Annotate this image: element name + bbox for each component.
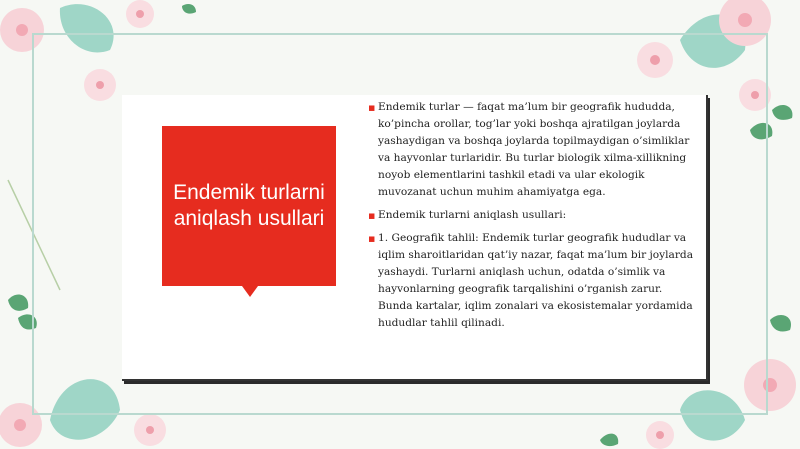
- bullet-item: [368, 230, 698, 332]
- bullet-icon: ▪: [368, 101, 376, 114]
- bullet-list: [368, 99, 698, 332]
- flower-icon: [126, 0, 154, 28]
- slide-title-box: [162, 126, 336, 286]
- leaf-sprig-icon: [8, 294, 28, 310]
- bullet-item: [368, 207, 698, 224]
- bullet-text: 1. Geografik tahlil: Endemik turlar geografik hududlar va iqlim sharoitlaridan qat’iy nazar, faqat ma’lum bir joylarda yashaydi. Turlarni aniqlash uchun, odatda o’simlik va hayvonlarning geografik tarqalishini o’rganish zarur. Bunda kartalar, iqlim zonalari va ekosistemalar yordamida hududlar tahlil qilinadi.: [378, 232, 694, 329]
- slide-content: [368, 99, 698, 338]
- slide-title: Endemik turlarni aniqlash usullari: [173, 181, 325, 230]
- leaf-sprig-icon: [770, 315, 791, 331]
- flower-icon: [134, 414, 166, 446]
- bullet-icon: ▪: [368, 232, 376, 245]
- bullet-text: Endemik turlar — faqat ma’lum bir geografik hududda, ko’pincha orollar, tog’lar yoki boshqa ajratilgan joylarda yashaydigan va boshqa joylarda topilmaydigan o’simliklar va hayvonlar turlaridir. Bu turlar biologik xilma-xillikning noyob elementlarini tashkil etadi va ular ekologik muvozanat uchun muhim ahamiyatga ega.: [378, 101, 690, 198]
- callout-pointer: [242, 286, 258, 297]
- leaf-sprig-icon: [182, 4, 196, 14]
- bullet-text: Endemik turlarni aniqlash usullari:: [378, 209, 567, 221]
- leaf-sprig-icon: [600, 434, 618, 446]
- bullet-item: [368, 99, 698, 201]
- bullet-icon: ▪: [368, 209, 376, 222]
- leaf-sprig-icon: [772, 105, 792, 120]
- flower-icon: [646, 421, 674, 449]
